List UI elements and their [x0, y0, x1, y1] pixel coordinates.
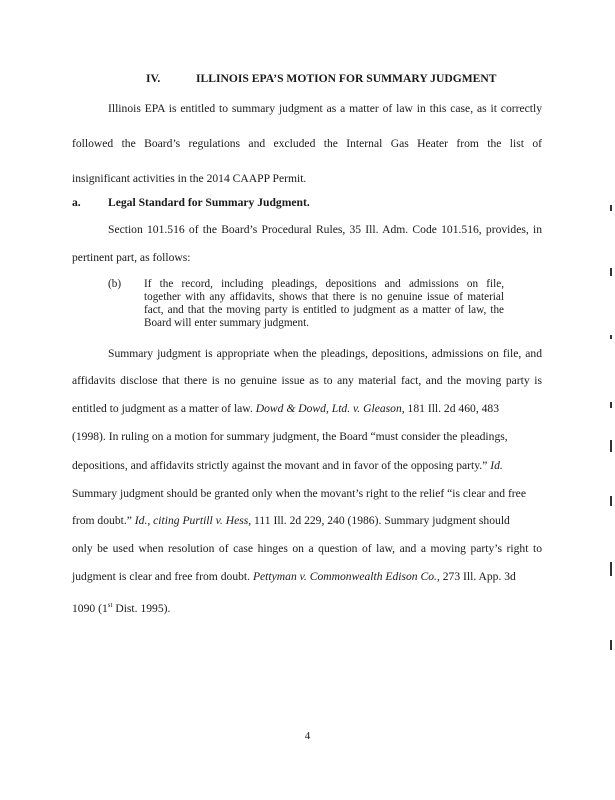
- block-quote: [144, 278, 504, 330]
- intro-line-2: followed the Board’s regulations and excluded the Internal Gas Heater from the list of: [72, 137, 542, 150]
- section-number: IV.: [146, 72, 161, 85]
- case-citation-pettyman: Pettyman v. Commonwealth Edison Co.: [252, 570, 437, 583]
- rule-line-2: pertinent part, as follows:: [72, 251, 191, 264]
- body-line-5: depositions, and affidavits strictly against the movant and in favor of the opposing party.” Id.: [72, 459, 503, 472]
- subsection-label: a.: [72, 196, 81, 209]
- body-line-1: Summary judgment is appropriate when the pleadings, depositions, admissions on file, and: [108, 347, 542, 360]
- intro-line-3: insignificant activities in the 2014 CAAPP Permit.: [72, 172, 307, 185]
- body-line-6: Summary judgment should be granted only when the movant’s right to the relief “is clear and free: [72, 487, 526, 500]
- scan-edge-mark: [610, 268, 612, 276]
- body-line-7: from doubt.” Id., citing Purtill v. Hess, 111 Ill. 2d 229, 240 (1986). Summary judgment should: [72, 514, 510, 527]
- quote-line-4: Board will enter summary judgment.: [144, 317, 309, 329]
- scan-edge-mark: [610, 640, 612, 650]
- body-line-9: judgment is clear and free from doubt. Pettyman v. Commonwealth Edison Co., 273 Ill. App. 3d: [72, 570, 516, 583]
- quote-line-1: If the record, including pleadings, depositions and admissions on file,: [144, 278, 504, 290]
- scan-edge-mark: [610, 440, 612, 452]
- scan-edge-mark: [610, 335, 612, 339]
- body-line-10: 1090 (1st Dist. 1995).: [72, 601, 171, 615]
- case-citation-dowd: Dowd & Dowd, Ltd. v. Gleason: [255, 402, 402, 415]
- body-line-3: entitled to judgment as a matter of law. Dowd & Dowd, Ltd. v. Gleason, 181 Ill. 2d 460, 483: [72, 402, 500, 415]
- section-heading: ILLINOIS EPA’S MOTION FOR SUMMARY JUDGMENT: [196, 72, 497, 85]
- subsection-heading: Legal Standard for Summary Judgment.: [108, 196, 310, 209]
- body-line-4: (1998). In ruling on a motion for summary judgment, the Board “must consider the pleadings,: [72, 430, 508, 443]
- case-citation-purtill: Id., citing Purtill v. Hess: [134, 514, 249, 527]
- rule-line-1: Section 101.516 of the Board’s Procedural Rules, 35 Ill. Adm. Code 101.516, provides, in: [108, 223, 542, 236]
- scan-edge-mark: [610, 205, 612, 211]
- quote-label: (b): [108, 278, 122, 290]
- intro-line-1: Illinois EPA is entitled to summary judgment as a matter of law in this case, as it correctly: [108, 102, 542, 115]
- page-number: 4: [304, 730, 311, 742]
- scan-edge-mark: [610, 402, 612, 408]
- scan-edge-mark: [610, 562, 612, 576]
- scan-edge-mark: [610, 496, 612, 506]
- body-line-8: only be used when resolution of case hinges on a question of law, and a moving party’s right to: [72, 542, 542, 555]
- quote-line-2: together with any affidavits, shows that there is no genuine issue of material: [144, 291, 504, 303]
- quote-line-3: fact, and that the moving party is entitled to judgment as a matter of law, the: [144, 304, 504, 316]
- body-line-2: affidavits disclose that there is no genuine issue as to any material fact, and the moving party is: [72, 374, 542, 387]
